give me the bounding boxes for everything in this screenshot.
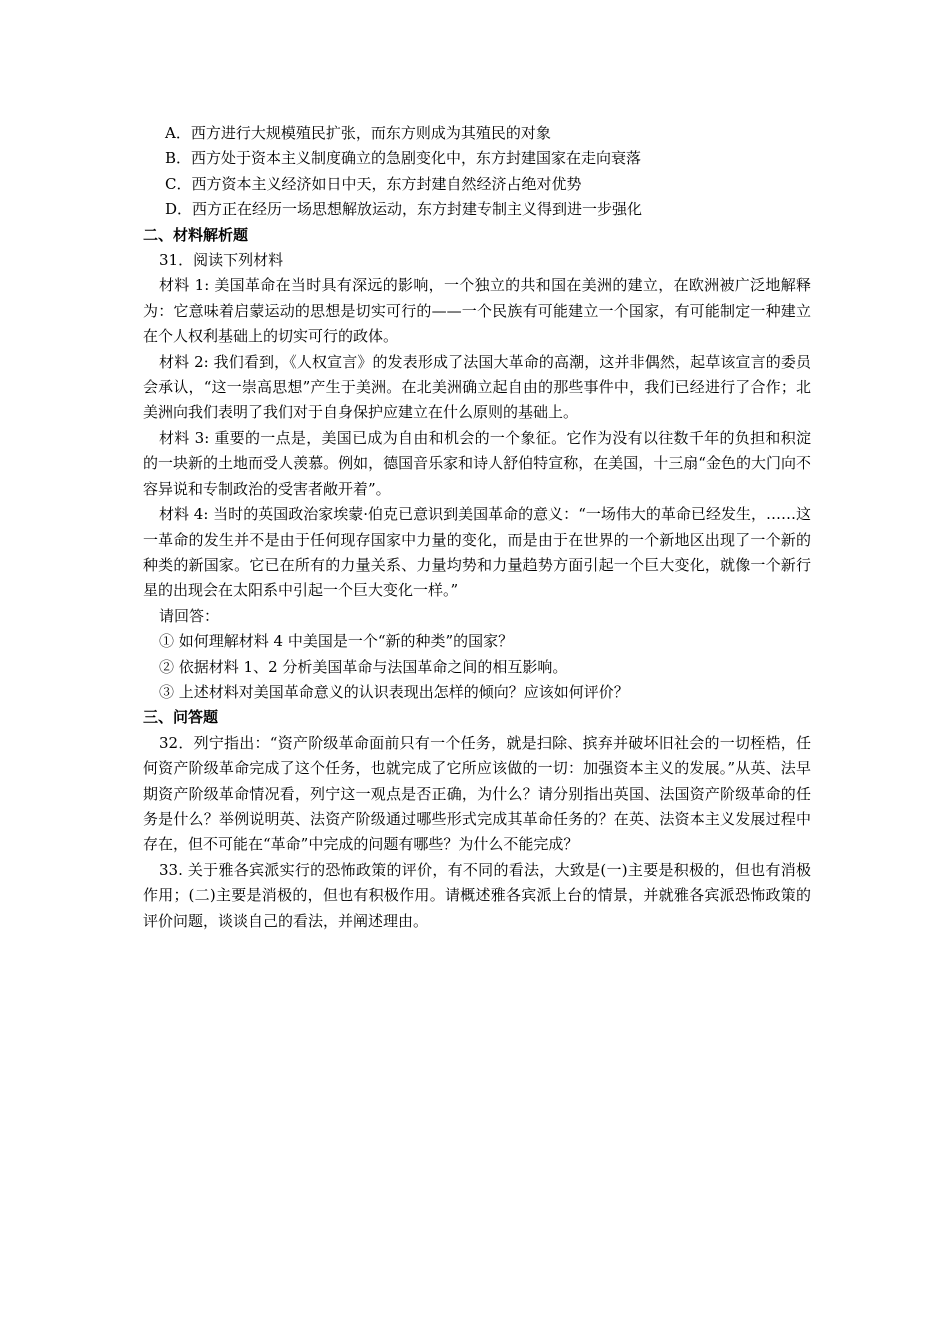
section-heading-qa: 三、问答题 (143, 708, 219, 727)
document-page (143, 121, 811, 934)
option-b: B．西方处于资本主义制度确立的急剧变化中，东方封建国家在走向衰落 (165, 149, 642, 168)
question-32: 32．列宁指出：“资产阶级革命面前只有一个任务，就是扫除、摈弃并破坏旧社会的一切桎梏，任何资产阶级革命完成了这个任务，也就完成了它所应该做的一切：加强资本主义的发展。”从英、法早期资产阶级革命情况看，列宁这一观点是否正确，为什么？请分别指出英国、法国资产阶级革命的任务是什么？举例说明英、法资产阶级通过哪些形式完成其革命任务的？在英、法资本主义发展过程中存在，但不可能在“革命”中完成的问题有哪些？为什么不能完成？ (143, 733, 811, 854)
material-3: 材料 3: 重要的一点是，美国已成为自由和机会的一个象征。它作为没有以往数千年的负担和积淀的一块新的土地而受人羡慕。例如，德国音乐家和诗人舒伯特宣称，在美国，十三扇“金色的大门向不容异说和专制政治的受害者敞开着”。 (143, 428, 811, 498)
answer-prompt: 请回答： (159, 606, 220, 625)
material-4: 材料 4: 当时的英国政治家埃蒙·伯克已意识到美国革命的意义：“一场伟大的革命已经发生，……这一革命的发生并不是由于任何现存国家中力量的变化，而是由于在世界的一个新地区出现了一个新的种类的新国家。它已在所有的力量关系、力量均势和力量趋势方面引起一个巨大变化，就像一个新行星的出现会在太阳系中引起一个巨大变化一样。” (143, 505, 811, 600)
sub-question-1: ① 如何理解材料 4 中美国是一个“新的种类”的国家？ (159, 632, 514, 651)
section-heading-material-analysis: 二、材料解析题 (143, 225, 249, 244)
material-2: 材料 2: 我们看到，《人权宣言》的发表形成了法国大革命的高潮，这并非偶然，起草该宣言的委员会承认，“这一崇高思想”产生于美洲。在北美洲确立起自由的那些事件中，我们已经进行了合作；北美洲向我们表明了我们对于自身保护应建立在什么原则的基础上。 (143, 352, 811, 422)
sub-question-2: ② 依据材料 1、2 分析美国革命与法国革命之间的相互影响。 (159, 657, 568, 676)
option-a: A．西方进行大规模殖民扩张，而东方则成为其殖民的对象 (165, 124, 551, 142)
question-33: 33. 关于雅各宾派实行的恐怖政策的评价，有不同的看法，大致是(一)主要是积极的，但也有消极作用；(二)主要是消极的，但也有积极作用。请概述雅各宾派上台的情景，并就雅各宾派恐怖政策的评价问题，谈谈自己的看法，并阐述理由。 (143, 860, 811, 930)
material-1: 材料 1: 美国革命在当时具有深远的影响，一个独立的共和国在美洲的建立，在欧洲被广泛地解释为：它意味着启蒙运动的思想是切实可行的——一个民族有可能建立一个国家，有可能制定一种建立在个人权利基础上的切实可行的政体。 (143, 276, 811, 346)
option-c: C．西方资本主义经济如日中天，东方封建自然经济占绝对优势 (165, 174, 582, 193)
sub-question-3: ③ 上述材料对美国革命意义的认识表现出怎样的倾向？应该如何评价？ (159, 682, 629, 701)
question-31-intro: 31．阅读下列材料 (159, 251, 284, 270)
option-d: D．西方正在经历一场思想解放运动，东方封建专制主义得到进一步强化 (165, 200, 643, 219)
